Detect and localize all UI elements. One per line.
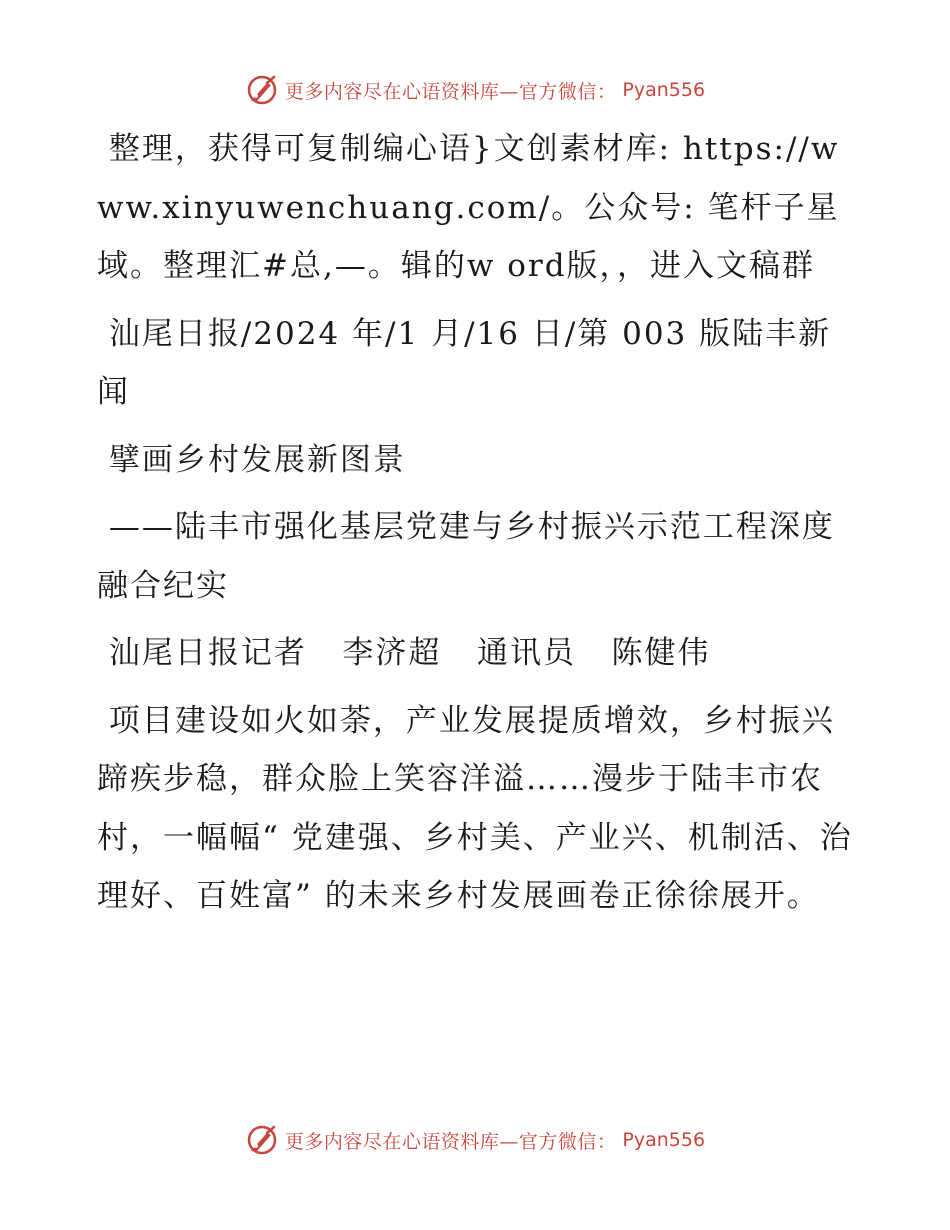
- source-line: 汕尾日报/2024 年/1 月/16 日/第 003 版陆丰新闻: [97, 315, 832, 410]
- article-subtitle: ——陆丰市强化基层党建与乡村振兴示范工程深度融合纪实: [97, 509, 835, 604]
- banner-wechat-id: Pyan556: [622, 1129, 706, 1151]
- quill-pen-logo-icon: [245, 1123, 279, 1157]
- banner-wechat-id: Pyan556: [622, 79, 706, 101]
- header-banner: [0, 70, 950, 110]
- footer-banner: [0, 1120, 950, 1160]
- intro-paragraph: 整理，获得可复制编心语}文创素材库: https://www.xinyuwenchuang.com/。公众号: 笔杆子星域。整理汇#总,—。辑的w ord版，，进入文稿群: [97, 131, 840, 284]
- article-title: 擘画乡村发展新图景: [97, 441, 406, 478]
- quill-pen-logo-icon: [245, 73, 279, 107]
- byline: 汕尾日报记者 李济超 通讯员 陈健伟: [97, 635, 711, 671]
- document-body: [97, 120, 857, 935]
- banner-text: 更多内容尽在心语资料库—官方微信：: [284, 80, 617, 103]
- banner-text: 更多内容尽在心语资料库—官方微信：: [284, 1130, 617, 1153]
- body-paragraph: 项目建设如火如荼，产业发展提质增效，乡村振兴蹄疾步稳，群众脸上笑容洋溢……漫步于陆丰市农村，一幅幅“ 党建强、乡村美、产业兴、机制活、治理好、百姓富” 的未来乡村发展画卷正徐徐展开。: [97, 702, 853, 914]
